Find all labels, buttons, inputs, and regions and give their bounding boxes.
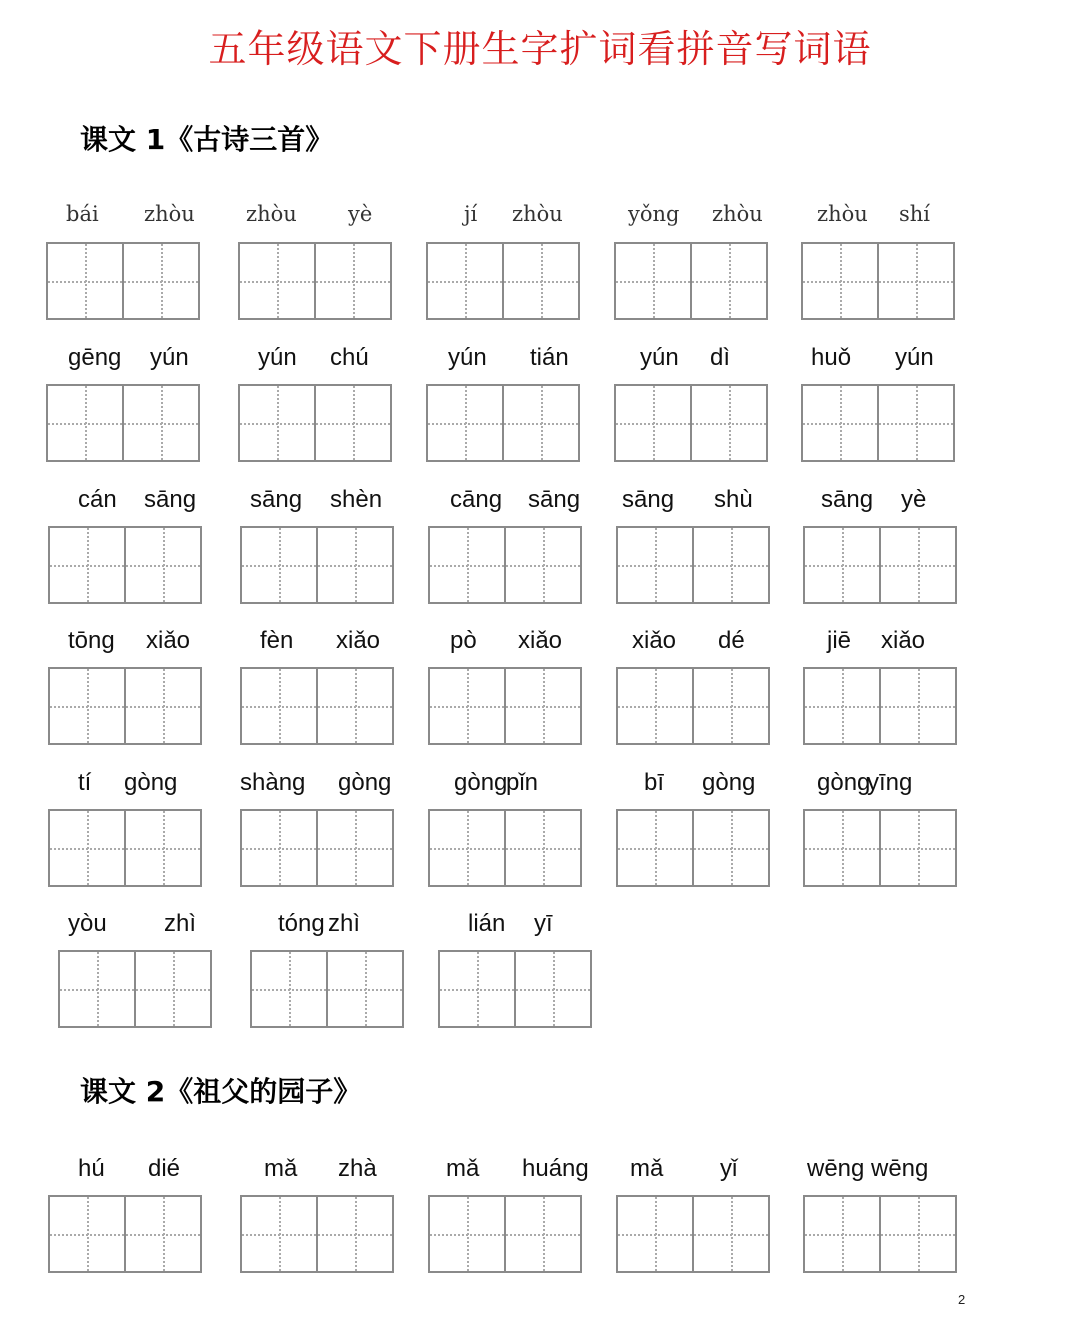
tian-zi-cell[interactable] [803,386,877,460]
pinyin-syllable-2: dì [710,344,731,371]
writing-grid [46,242,200,320]
section-heading-lesson-2: 课文 2《祖父的园子》 [80,1075,362,1108]
pinyin-syllable-1: cán [78,486,117,513]
tian-zi-cell[interactable] [316,1197,392,1271]
tian-zi-cell[interactable] [124,669,200,743]
pinyin-label [428,486,582,520]
pinyin-syllable-1: mǎ [630,1155,664,1182]
pinyin-syllable-1: gòng [817,769,871,796]
writing-grid [238,384,392,462]
tian-zi-cell[interactable] [242,1197,316,1271]
writing-grid [616,667,770,745]
pinyin-syllable-2: xiǎo [146,627,191,654]
pinyin-label [616,627,770,661]
pinyin-syllable-1: mǎ [264,1155,298,1182]
tian-zi-cell[interactable] [514,952,590,1026]
pinyin-syllable-2: wēng [871,1155,929,1182]
writing-grid [48,809,202,887]
pinyin-label [428,1155,589,1189]
pinyin-label [238,202,392,236]
pinyin-label [48,627,202,661]
tian-zi-cell[interactable] [692,811,768,885]
tian-zi-cell[interactable] [316,528,392,602]
pinyin-syllable-2: yè [901,486,927,513]
pinyin-syllable-2: yún [150,344,189,371]
pinyin-syllable-2: gòng [338,769,392,796]
tian-zi-cell[interactable] [48,244,122,318]
pinyin-syllable-1: yǒng [628,202,680,226]
tian-zi-cell[interactable] [502,244,578,318]
pinyin-syllable-2: tián [530,344,569,371]
pinyin-label [238,344,392,378]
pinyin-syllable-2: yè [348,202,373,226]
pinyin-label [428,769,582,803]
pinyin-syllable-2: yī [534,910,553,937]
pinyin-label [240,627,394,661]
pinyin-label [801,202,955,236]
writing-grid [240,667,394,745]
writing-grid [801,384,955,462]
pinyin-syllable-1: jí [464,202,478,226]
pinyin-label [616,486,770,520]
tian-zi-cell[interactable] [240,244,314,318]
tian-zi-cell[interactable] [428,386,502,460]
writing-grid [614,242,768,320]
pinyin-syllable-1: tōng [68,627,115,654]
worksheet-title: 五年级语文下册生字扩词看拼音写词语 [208,27,872,71]
pinyin-syllable-2: sāng [144,486,197,513]
pinyin-syllable-2: zhì [164,910,197,937]
tian-zi-cell[interactable] [440,952,514,1026]
writing-grid [616,809,770,887]
tian-zi-cell[interactable] [879,811,955,885]
pinyin-label [46,202,200,236]
pinyin-syllable-1: zhòu [817,202,868,226]
pinyin-syllable-2: huáng [522,1155,589,1182]
tian-zi-cell[interactable] [504,528,580,602]
pinyin-syllable-2: yǐ [720,1155,738,1182]
writing-grid [801,242,955,320]
pinyin-label [803,1155,957,1189]
pinyin-syllable-2: xiǎo [518,627,563,654]
pinyin-syllable-1: yún [640,344,679,371]
tian-zi-cell[interactable] [240,386,314,460]
writing-grid [46,384,200,462]
tian-zi-cell[interactable] [124,528,200,602]
pinyin-label [58,910,212,944]
tian-zi-cell[interactable] [805,811,879,885]
pinyin-label [801,344,955,378]
tian-zi-cell[interactable] [504,669,580,743]
tian-zi-cell[interactable] [242,528,316,602]
tian-zi-cell[interactable] [326,952,402,1026]
tian-zi-cell[interactable] [805,1197,879,1271]
tian-zi-cell[interactable] [879,528,955,602]
writing-grid [616,1195,770,1273]
pinyin-label [240,486,394,520]
tian-zi-cell[interactable] [50,669,124,743]
tian-zi-cell[interactable] [618,811,692,885]
writing-grid [616,526,770,604]
writing-grid [803,526,957,604]
pinyin-syllable-2: yīng [867,769,913,796]
tian-zi-cell[interactable] [877,244,953,318]
pinyin-label [240,769,394,803]
tian-zi-cell[interactable] [879,669,955,743]
tian-zi-cell[interactable] [430,669,504,743]
tian-zi-cell[interactable] [692,1197,768,1271]
pinyin-syllable-2: gòng [702,769,756,796]
writing-grid [240,526,394,604]
pinyin-label [803,627,957,661]
pinyin-syllable-2: chú [330,344,369,371]
pinyin-label [803,486,957,520]
pinyin-syllable-1: shàng [240,769,306,796]
tian-zi-cell[interactable] [877,386,953,460]
writing-grid [426,384,580,462]
tian-zi-cell[interactable] [316,669,392,743]
writing-grid [428,1195,582,1273]
pinyin-syllable-2: zhòu [512,202,563,226]
tian-zi-cell[interactable] [242,669,316,743]
pinyin-syllable-1: bái [66,202,99,226]
pinyin-syllable-1: tóng [278,910,325,937]
pinyin-syllable-1: hú [78,1155,105,1182]
pinyin-label [46,344,200,378]
tian-zi-cell[interactable] [252,952,326,1026]
pinyin-syllable-1: zhòu [246,202,297,226]
pinyin-label [240,1155,394,1189]
tian-zi-cell[interactable] [805,528,879,602]
writing-grid [803,667,957,745]
pinyin-syllable-2: dé [718,627,745,654]
pinyin-syllable-1: yún [448,344,487,371]
writing-grid [428,667,582,745]
writing-grid [614,384,768,462]
pinyin-syllable-2: shù [714,486,753,513]
pinyin-label [250,910,404,944]
tian-zi-cell[interactable] [124,811,200,885]
tian-zi-cell[interactable] [690,244,766,318]
tian-zi-cell[interactable] [122,386,198,460]
writing-grid [240,1195,394,1273]
pinyin-syllable-2: sāng [528,486,581,513]
writing-grid [250,950,404,1028]
pinyin-syllable-1: huǒ [811,344,852,371]
tian-zi-cell[interactable] [124,1197,200,1271]
tian-zi-cell[interactable] [50,811,124,885]
pinyin-syllable-1: sāng [821,486,874,513]
pinyin-syllable-2: xiǎo [336,627,381,654]
pinyin-syllable-2: pǐn [506,769,539,796]
pinyin-syllable-2: gòng [124,769,178,796]
writing-grid [803,809,957,887]
pinyin-syllable-1: xiǎo [632,627,677,654]
tian-zi-cell[interactable] [879,1197,955,1271]
tian-zi-cell[interactable] [50,528,124,602]
pinyin-syllable-2: dié [148,1155,181,1182]
pinyin-syllable-1: lián [468,910,506,937]
writing-grid [48,667,202,745]
pinyin-syllable-1: fèn [260,627,294,654]
pinyin-label [48,769,202,803]
writing-grid [240,809,394,887]
tian-zi-cell[interactable] [692,669,768,743]
tian-zi-cell[interactable] [616,244,690,318]
pinyin-syllable-1: cāng [450,486,503,513]
tian-zi-cell[interactable] [430,528,504,602]
pinyin-label [614,344,768,378]
tian-zi-cell[interactable] [50,1197,124,1271]
writing-grid [426,242,580,320]
tian-zi-cell[interactable] [314,386,390,460]
pinyin-label [48,1155,202,1189]
tian-zi-cell[interactable] [692,528,768,602]
tian-zi-cell[interactable] [316,811,392,885]
pinyin-syllable-2: xiǎo [881,627,926,654]
pinyin-syllable-1: gēng [68,344,122,371]
pinyin-label [616,1155,770,1189]
writing-grid [428,809,582,887]
pinyin-label [48,486,202,520]
tian-zi-cell[interactable] [430,1197,504,1271]
pinyin-syllable-1: sāng [250,486,303,513]
tian-zi-cell[interactable] [502,386,578,460]
writing-grid [803,1195,957,1273]
pinyin-label [428,627,582,661]
pinyin-syllable-1: mǎ [446,1155,480,1182]
section-heading-lesson-1: 课文 1《古诗三首》 [80,123,334,156]
pinyin-label [438,910,592,944]
pinyin-syllable-2: yún [895,344,934,371]
pinyin-syllable-1: jiē [827,627,852,654]
pinyin-syllable-1: pò [450,627,477,654]
tian-zi-cell[interactable] [60,952,134,1026]
pinyin-label [426,344,580,378]
tian-zi-cell[interactable] [616,386,690,460]
tian-zi-cell[interactable] [122,244,198,318]
writing-grid [48,1195,202,1273]
pinyin-syllable-2: shí [899,202,931,226]
tian-zi-cell[interactable] [430,811,504,885]
writing-grid [238,242,392,320]
tian-zi-cell[interactable] [504,1197,580,1271]
tian-zi-cell[interactable] [803,244,877,318]
tian-zi-cell[interactable] [242,811,316,885]
page-number: 2 [958,1292,966,1307]
pinyin-syllable-2: zhì [328,910,361,937]
pinyin-syllable-2: zhòu [712,202,763,226]
pinyin-label [616,769,770,803]
writing-grid [48,526,202,604]
pinyin-label [426,202,580,236]
tian-zi-cell[interactable] [48,386,122,460]
writing-grid [428,526,582,604]
pinyin-syllable-2: zhà [338,1155,377,1182]
pinyin-syllable-1: yún [258,344,297,371]
pinyin-label [803,769,957,803]
writing-grid [438,950,592,1028]
tian-zi-cell[interactable] [134,952,210,1026]
pinyin-syllable-1: yòu [68,910,107,937]
pinyin-syllable-1: sāng [622,486,675,513]
pinyin-syllable-2: zhòu [144,202,195,226]
writing-grid [58,950,212,1028]
tian-zi-cell[interactable] [428,244,502,318]
pinyin-syllable-1: bī [644,769,665,796]
pinyin-label [614,202,768,236]
tian-zi-cell[interactable] [618,528,692,602]
tian-zi-cell[interactable] [805,669,879,743]
tian-zi-cell[interactable] [314,244,390,318]
tian-zi-cell[interactable] [690,386,766,460]
pinyin-syllable-1: wēng [807,1155,865,1182]
pinyin-syllable-2: shèn [330,486,383,513]
tian-zi-cell[interactable] [618,1197,692,1271]
pinyin-syllable-1: gòng [454,769,508,796]
pinyin-syllable-1: tí [78,769,92,796]
tian-zi-cell[interactable] [504,811,580,885]
tian-zi-cell[interactable] [618,669,692,743]
